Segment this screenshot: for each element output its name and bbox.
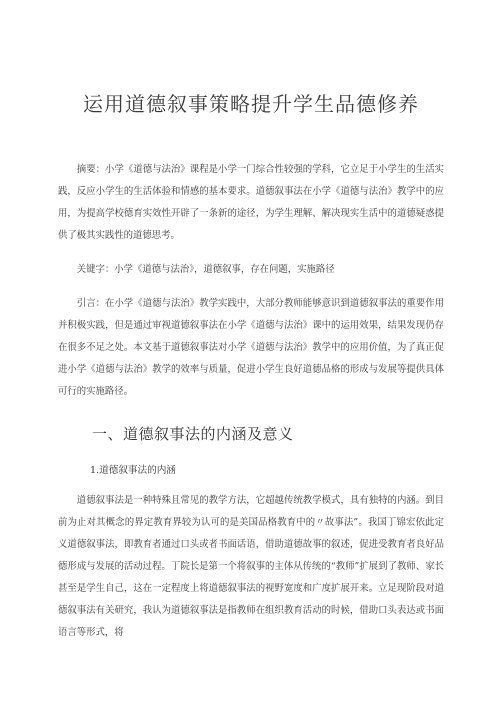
subsection-heading: 1.道德叙事法的内涵 bbox=[90, 465, 176, 476]
introduction-paragraph: 引言：在小学《道德与法治》教学实践中，大部分教师能够意识到道德叙事法的重要作用并积极实践，但是通过审视道德叙事法在小学《道德与法治》课中的运用效果，结果发现仍存在很多不足之处。本文基于道德叙事法对小学《道德与法治》教学中的应用价值，为了真正促进小学《道德与法治》教学的效率与质量，促进小学生良好道德品格的形成与发展等提供具体可行的实施路径。 bbox=[58, 298, 444, 397]
document-title: 运用道德叙事策略提升学生品德修养 bbox=[83, 92, 419, 116]
subsection-body-paragraph: 道德叙事法是一种特殊且常见的教学方法，它超越传统教学模式，具有独特的内涵。到目前为止对其概念的界定教育界较为认可的是美国品格教育中的〃故事法”。我国丁锦宏依此定义道德叙事法，即教育者通过口头或者书面话语，借助道德故事的叙述，促进受教育者良好品德形成与发展的活动过程。丁院长是第一个将叙事的主体从传统的“教师”扩展到了教师、家长甚至是学生自己，这在一定程度上将道德叙事法的视野宽度和广度扩展开来。立足现阶段对道德叙事法有关研究，我认为道德叙事法是指教师在组织教育活动的时候，借助口头表达或书面语言等形式，将 bbox=[58, 495, 444, 638]
section-heading: 一、道德叙事法的内涵及意义 bbox=[92, 425, 294, 443]
abstract-paragraph: 摘要：小学《道德与法治》课程是小学一门综合性较强的学科，它立足于小学生的生活实践，反应小学生的生活体验和情感的基本要求。道德叙事法在小学《道德与法治》教学中的应用，为提高学校德育实效性开辟了一条新的途径，为学生理解、解决现实生活中的道德疑惑提供了极其实践性的道德思考。 bbox=[58, 164, 444, 241]
keywords-paragraph: 关键字：小学《道德与法治》，道德叙事，存在问题，实施路径 bbox=[76, 264, 335, 275]
